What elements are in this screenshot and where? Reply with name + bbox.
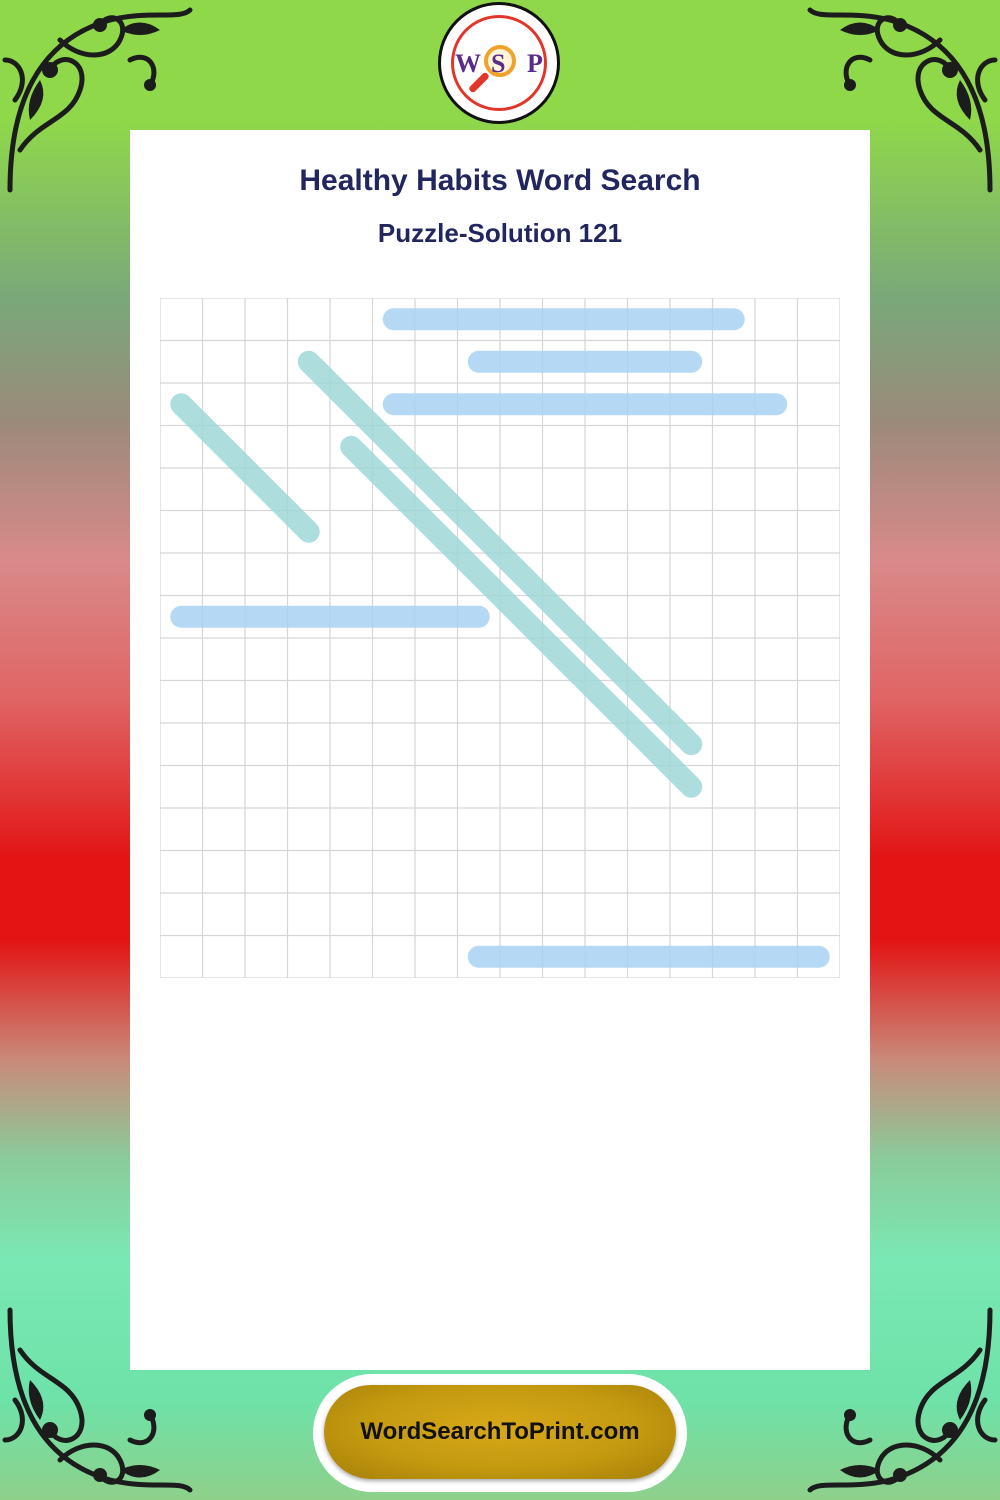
wsp-logo	[438, 2, 560, 124]
logo-letter-w: W	[455, 49, 481, 78]
word-search-grid	[160, 298, 840, 978]
page-title: Healthy Habits Word Search	[299, 164, 701, 197]
website-button[interactable]: WordSearchToPrint.com	[324, 1385, 676, 1479]
logo-letter-s: S	[491, 49, 506, 78]
logo-letter-p: P	[527, 49, 543, 78]
letter-grid	[160, 298, 840, 978]
page-subtitle: Puzzle-Solution 121	[377, 218, 623, 248]
